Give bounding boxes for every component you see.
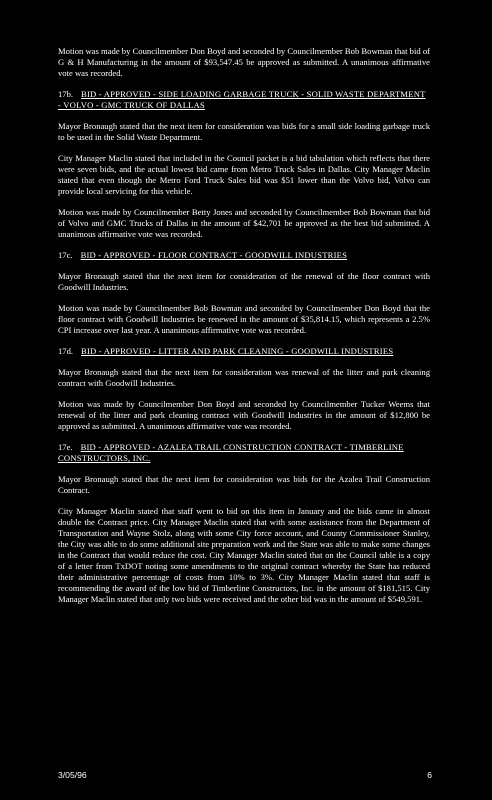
section-number: 17c. [58,250,73,260]
section-heading-17c [58,250,430,261]
paragraph-motion-g-h: Motion was made by Councilmember Don Boyd and seconded by Councilmember Bob Bowman that bid of G & H Manufacturing in the amount of $93,547.45 be approved as submitted. A unanimous affirmative vote was recorded. [58,46,430,78]
paragraph-17b-manager: City Manager Maclin stated that included in the Council packet is a bid tabulation which reflects that there were seven bids, and the actual lowest bid came from Metro Truck Sales in Dallas. City Manager Maclin stated that even though the Metro Ford Truck Sales bid was $51 lower than the Volvo bid, Volvo can provide local servicing for this vehicle. [58,153,430,196]
paragraph-17e-intro: Mayor Bronaugh stated that the next item for consideration was bids for the Azalea Trail Construction Contract. [58,474,430,495]
section-title: BID - APPROVED - SIDE LOADING GARBAGE TRUCK - SOLID WASTE DEPARTMENT - VOLVO - GMC TRUCK OF DALLAS [58,89,426,110]
section-number: 17e. [58,442,73,452]
minutes-body [58,46,430,615]
section-title: BID - APPROVED - LITTER AND PARK CLEANING - GOODWILL INDUSTRIES [81,346,394,356]
paragraph-17c-intro: Mayor Bronaugh stated that the next item for consideration of the renewal of the floor contract with Goodwill Industries. [58,271,430,292]
footer-date: 3/05/96 [58,770,87,780]
paragraph-17d-intro: Mayor Bronaugh stated that the next item for consideration was renewal of the litter and park cleaning contract with Goodwill Industries. [58,367,430,388]
section-heading-17b [58,89,430,111]
section-number: 17d. [58,346,74,356]
section-number: 17b. [58,89,74,99]
section-title: BID - APPROVED - FLOOR CONTRACT - GOODWILL INDUSTRIES [80,250,348,260]
paragraph-17b-intro: Mayor Bronaugh stated that the next item for consideration was bids for a small side loading garbage truck to be used in the Solid Waste Department. [58,121,430,142]
page-number: 6 [427,770,432,780]
paragraph-17c-motion: Motion was made by Councilmember Bob Bowman and seconded by Councilmember Don Boyd that the floor contract with Goodwill Industries be renewed in the amount of $35,814.15, which represents a 2.5% CPI increase over last year. A unanimous affirmative vote was recorded. [58,303,430,335]
paragraph-17d-motion: Motion was made by Councilmember Don Boyd and seconded by Councilmember Tucker Weems that renewal of the litter and park cleaning contract with Goodwill Industries in the amount of $12,800 be approved as submitted. A unanimous affirmative vote was recorded. [58,399,430,431]
paragraph-17b-motion: Motion was made by Councilmember Betty Jones and seconded by Councilmember Bob Bowman that bid of Volvo and GMC Trucks of Dallas in the amount of $42,701 be approved as the best bid submitted. A unanimous affirmative vote was recorded. [58,207,430,239]
page-footer [58,770,432,781]
section-title: BID - APPROVED - AZALEA TRAIL CONSTRUCTION CONTRACT - TIMBERLINE CONSTRUCTORS, INC. [58,442,404,463]
paragraph-17e-manager: City Manager Maclin stated that staff went to bid on this item in January and the bids came in almost double the Contract price. City Manager Maclin stated that with some assistance from the Department of Transportation and Wayne Stolz, along with some City force account, and County Commissioner Stanley, the City was able to do some additional site preparation work and the State was able to make some changes in the Contract that would reduce the cost. City Manager Maclin stated that on the Council table is a copy of a letter from TxDOT noting some amendments to the original contract whereby the State has reduced their administrative percentage of costs from 10% to 3%. City Manager Maclin stated that staff is recommending the award of the low bid of Timberline Constructors, Inc. in the amount of $181,515. City Manager Maclin stated that only two bids were received and the other bid was in the amount of $549,591. [58,506,430,604]
section-heading-17e [58,442,430,464]
section-heading-17d [58,346,430,357]
